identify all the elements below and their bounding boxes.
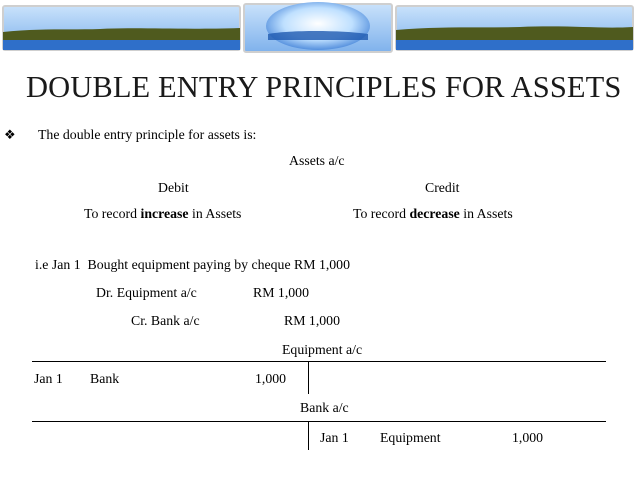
banner-panel-left xyxy=(3,6,240,50)
example-intro: i.e Jan 1 Bought equipment paying by cheque RM 1,000 xyxy=(35,257,350,272)
account-heading: Assets a/c xyxy=(289,153,345,168)
ledger-name: Equipment a/c xyxy=(282,342,363,357)
debit-label: Debit xyxy=(158,180,189,195)
ledger-entry-date: Jan 1 xyxy=(34,371,63,386)
credit-rule-pre: To record xyxy=(353,206,410,221)
cr-amount: RM 1,000 xyxy=(284,313,340,328)
cr-line: Cr. Bank a/c xyxy=(131,313,200,328)
ledger-top-rule xyxy=(32,421,606,422)
dr-line: Dr. Equipment a/c xyxy=(96,285,197,300)
dr-amount: RM 1,000 xyxy=(253,285,309,300)
ledger-entry-account: Equipment xyxy=(380,430,441,445)
page-title: DOUBLE ENTRY PRINCIPLES FOR ASSETS xyxy=(26,70,622,104)
diamond-bullet-icon: ❖ xyxy=(4,127,16,142)
ledger-entry-account: Bank xyxy=(90,371,120,386)
header-banner xyxy=(0,0,638,56)
debit-rule xyxy=(84,206,241,222)
intro-text: The double entry principle for assets is: xyxy=(38,127,257,142)
banner-panel-right xyxy=(396,6,633,50)
credit-label: Credit xyxy=(425,180,460,195)
debit-rule-post: in Assets xyxy=(188,206,242,221)
ledger-center-rule xyxy=(308,361,309,394)
ledger-name: Bank a/c xyxy=(300,400,349,415)
ledger-center-rule xyxy=(308,421,309,450)
ledger-entry-amount: 1,000 xyxy=(255,371,287,386)
debit-rule-pre: To record xyxy=(84,206,141,221)
banner-panel-center-globe-icon xyxy=(244,2,392,52)
credit-rule xyxy=(353,206,513,222)
ledger-top-rule xyxy=(32,361,606,362)
credit-rule-post: in Assets xyxy=(459,206,513,221)
ledger-entry-amount: 1,000 xyxy=(512,430,544,445)
credit-rule-bold: decrease xyxy=(409,206,460,221)
ledger-entry-date: Jan 1 xyxy=(320,430,349,445)
debit-rule-bold: increase xyxy=(140,206,189,221)
